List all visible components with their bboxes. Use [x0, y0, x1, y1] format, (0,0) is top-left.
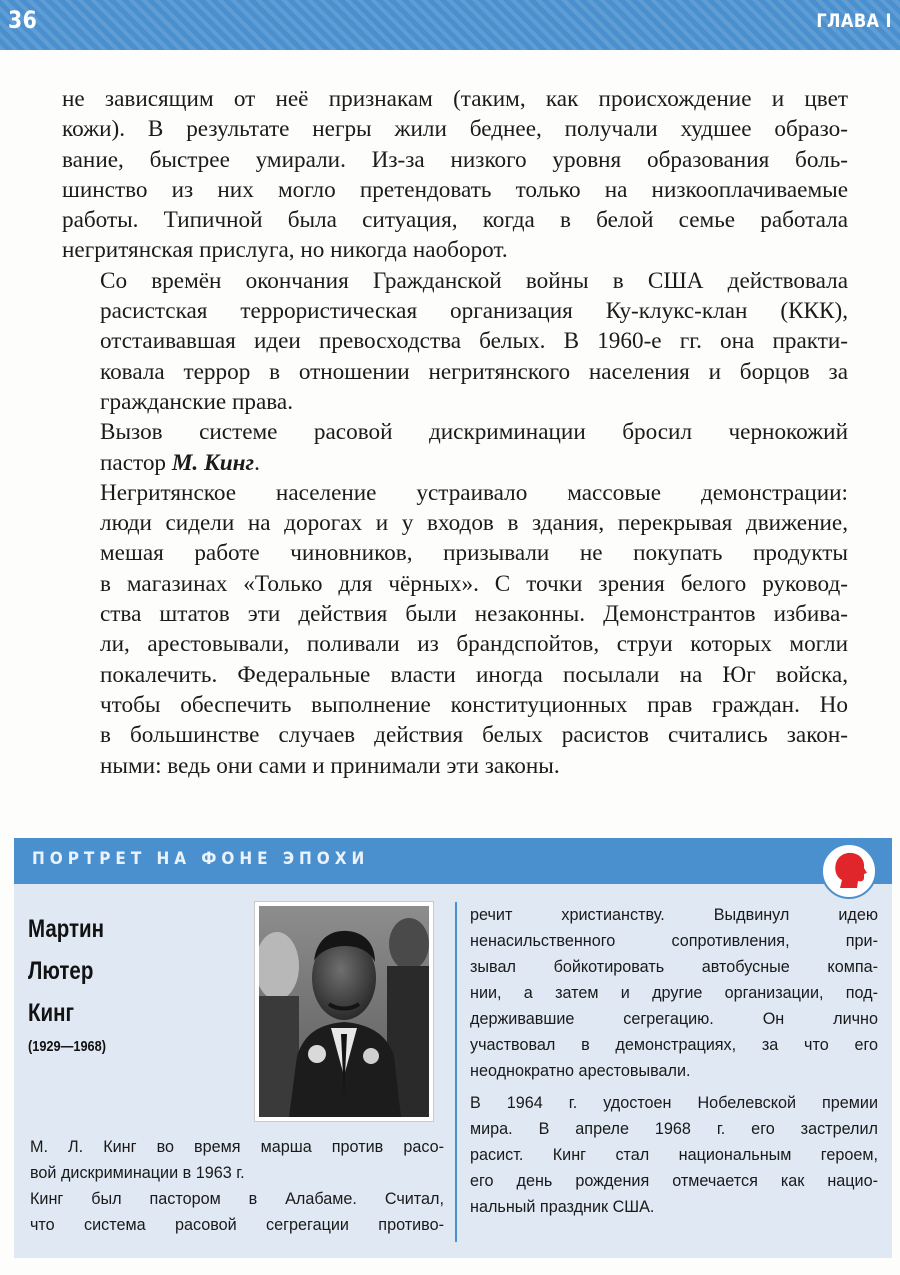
text-line: не зависящим от неё признакам (таким, как происхождение и цвет — [62, 86, 848, 112]
person-head-icon — [820, 842, 878, 900]
bio-line: В 1964 г. удостоен Нобелевской премии — [470, 1094, 878, 1112]
column-divider — [455, 902, 457, 1242]
person-name-line: Лютер — [28, 957, 94, 985]
bio-line: расист. Кинг стал национальным героем, — [470, 1146, 878, 1164]
person-years: (1929—1968) — [28, 1038, 106, 1055]
text-line: расистская террористическая организация Ку-клукс-клан (ККК), — [100, 298, 848, 325]
bio-line: мира. В апреле 1968 г. его застрелил — [470, 1120, 878, 1138]
text-fragment: . — [254, 449, 260, 476]
caption-line: Кинг был пастором в Алабаме. Считал, — [30, 1190, 444, 1208]
text-line: кожи). В результате негры жили беднее, получали худшее образо- — [62, 116, 848, 143]
page-number: 36 — [8, 6, 38, 34]
text-line: чтобы обеспечить выполнение конституционных прав граждан. Но — [100, 691, 848, 718]
person-name — [28, 908, 104, 1034]
person-name-line: Кинг — [28, 999, 75, 1027]
bio-line: речит христианству. Выдвинул идею — [470, 906, 878, 924]
caption-line: вой дискриминации в 1963 г. — [30, 1164, 245, 1182]
caption-line: что система расовой сегрегации противо- — [30, 1216, 444, 1234]
text-line: отстаивавшая идеи превосходства белых. В 1960-е гг. она практи- — [100, 328, 848, 355]
text-line: ковала террор в отношении негритянского населения и борцов за — [100, 358, 848, 385]
portrait-banner-title: ПОРТРЕТ НА ФОНЕ ЭПОХИ — [32, 849, 370, 869]
text-line: в большинстве случаев действия белых расистов считались закон- — [100, 722, 848, 749]
paragraph-3 — [62, 417, 848, 478]
bio-line: нальный праздник США. — [470, 1198, 655, 1216]
bio-line: держивавшие сегрегацию. Он лично — [470, 1010, 878, 1028]
page-header — [0, 0, 900, 50]
bio-line: нии, а затем и другие организации, под- — [470, 984, 878, 1002]
text-line: покалечить. Федеральные власти иногда посылали на Юг войска, — [100, 661, 848, 688]
text-line: Негритянское население устраивало массовые демонстрации: — [100, 479, 848, 506]
name-emphasis: М. Кинг — [171, 449, 255, 476]
text-line: люди сидели на дорогах и у входов в здания, перекрывая движение, — [100, 510, 848, 537]
bio-line: неоднократно арестовывали. — [470, 1062, 691, 1080]
text-line: работы. Типичной была ситуация, когда в белой семье работала — [62, 207, 848, 234]
portrait-photo — [255, 902, 433, 1121]
text-line: шинство из них могло претендовать только на низкооплачиваемые — [62, 176, 848, 203]
portrait-bio-column — [470, 902, 878, 1220]
text-line: мешая работе чиновников, призывали не покупать продукты — [100, 540, 848, 567]
portrait-box — [14, 838, 892, 1258]
text-line: в магазинах «Только для чёрных». С точки зрения белого руковод- — [100, 570, 848, 597]
text-line: гражданские права. — [100, 388, 293, 415]
text-line: Вызов системе расовой дискриминации бросил чернокожий — [100, 419, 848, 446]
person-name-line: Мартин — [28, 915, 105, 943]
bio-paragraph-2 — [470, 1090, 878, 1220]
text-line: ными: ведь они сами и принимали эти законы. — [100, 752, 560, 779]
portrait-photo-image — [259, 906, 429, 1117]
paragraph-1 — [62, 84, 848, 266]
bio-paragraph-1 — [470, 902, 878, 1084]
text-line — [62, 448, 848, 478]
text-line: ства штатов эти действия были незаконны. Демонстрантов избива- — [100, 601, 848, 628]
text-line: ли, арестовывали, поливали из брандспойтов, струи которых могли — [100, 631, 848, 658]
bio-line: его день рождения отмечается как нацио- — [470, 1172, 878, 1190]
text-line: Со времён окончания Гражданской войны в США действовала — [100, 267, 848, 294]
chapter-label: ГЛАВА I — [816, 10, 892, 32]
paragraph-2 — [62, 266, 848, 417]
bio-line: зывал бойкотировать автобусные компа- — [470, 958, 878, 976]
text-line: негритянская прислуга, но никогда наоборот. — [62, 237, 508, 264]
portrait-banner — [14, 838, 892, 884]
paragraph-4 — [62, 478, 848, 781]
caption-line: М. Л. Кинг во время марша против расо- — [30, 1138, 444, 1156]
bio-line: ненасильственного сопротивления, при- — [470, 932, 878, 950]
text-line: вание, быстрее умирали. Из-за низкого уровня образования боль- — [62, 146, 848, 173]
main-text — [62, 84, 848, 781]
photo-caption — [30, 1134, 444, 1238]
text-fragment: пастор — [100, 449, 167, 476]
bio-line: участвовал в демонстрациях, за что его — [470, 1036, 878, 1054]
